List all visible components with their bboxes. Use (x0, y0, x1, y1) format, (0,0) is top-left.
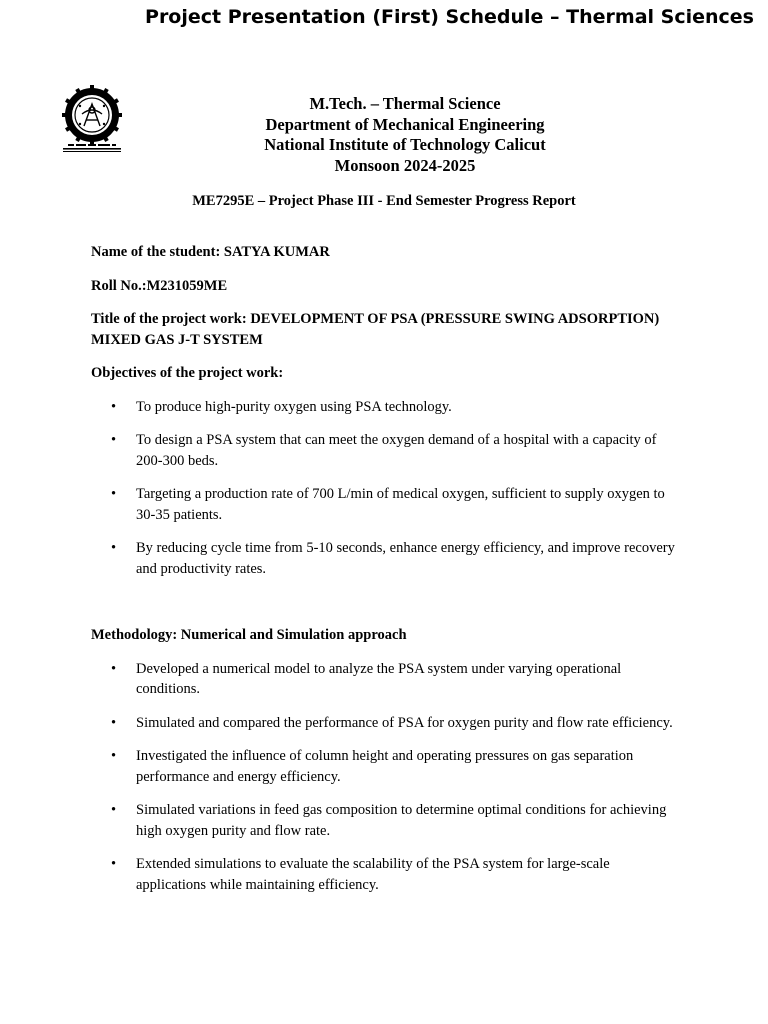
department-name: Department of Mechanical Engineering (265, 114, 545, 134)
student-name: Name of the student: SATYA KUMAR (91, 244, 330, 260)
bullet-icon: • (111, 398, 117, 415)
list-item-text: By reducing cycle time from 5-10 seconds, enhance energy efficiency, and improve recovery and productivity rates. (136, 540, 675, 577)
session-name: Monsoon 2024-2025 (334, 156, 476, 176)
list-item-text: Simulated and compared the performance of PSA for oxygen purity and flow rate efficiency. (136, 714, 673, 731)
institute-name: National Institute of Technology Calicut (264, 135, 546, 155)
list-item (91, 854, 681, 895)
bullet-icon: • (111, 856, 117, 872)
methodology-heading: Methodology: Numerical and Simulation approach (91, 627, 407, 643)
program-name: M.Tech. – Thermal Science (309, 94, 501, 113)
list-item (91, 484, 681, 525)
project-title: Title of the project work: DEVELOPMENT OF PSA (PRESSURE SWING ADSORPTION) MIXED GAS J-T SYSTEM (91, 311, 660, 348)
list-item-text: Simulated variations in feed gas composition to determine optimal conditions for achieving high oxygen purity and flow rate. (136, 802, 667, 839)
list-item-text: Extended simulations to evaluate the scalability of the PSA system for large-scale applications while maintaining efficiency. (136, 856, 610, 893)
list-item-text: Investigated the influence of column height and operating pressures on gas separation performance and energy efficiency. (136, 748, 634, 785)
list-item (91, 397, 681, 418)
bullet-icon: • (111, 432, 117, 448)
list-item (91, 538, 681, 579)
institution-block (0, 94, 768, 177)
page-header-title: Project Presentation (First) Schedule – Thermal Sciences (145, 6, 754, 28)
bullet-icon: • (111, 540, 117, 556)
bullet-icon: • (111, 660, 117, 677)
list-item (91, 800, 681, 841)
bullet-icon: • (111, 486, 117, 502)
section-spacer (91, 592, 681, 625)
list-item (91, 430, 681, 471)
objectives-list (91, 397, 681, 580)
course-title-text: ME7295E – Project Phase III - End Semester Progress Report (192, 193, 576, 209)
list-item-text: Developed a numerical model to analyze the PSA system under varying operational conditions. (136, 660, 622, 697)
list-item (91, 746, 681, 787)
bullet-icon: • (111, 714, 117, 731)
roll-number: Roll No.:M231059ME (91, 277, 228, 294)
methodology-list (91, 659, 681, 896)
bullet-icon: • (111, 748, 117, 764)
objectives-heading: Objectives of the project work: (91, 365, 284, 381)
bullet-icon: • (111, 802, 117, 818)
report-content (91, 242, 681, 908)
list-item (91, 713, 681, 734)
list-item-text: To design a PSA system that can meet the oxygen demand of a hospital with a capacity of 200-300 beds. (136, 432, 657, 469)
course-title (0, 193, 768, 210)
list-item-text: Targeting a production rate of 700 L/min of medical oxygen, sufficient to supply oxygen to 30-35 patients. (136, 486, 665, 523)
list-item-text: To produce high-purity oxygen using PSA technology. (136, 398, 452, 415)
list-item (91, 659, 681, 700)
